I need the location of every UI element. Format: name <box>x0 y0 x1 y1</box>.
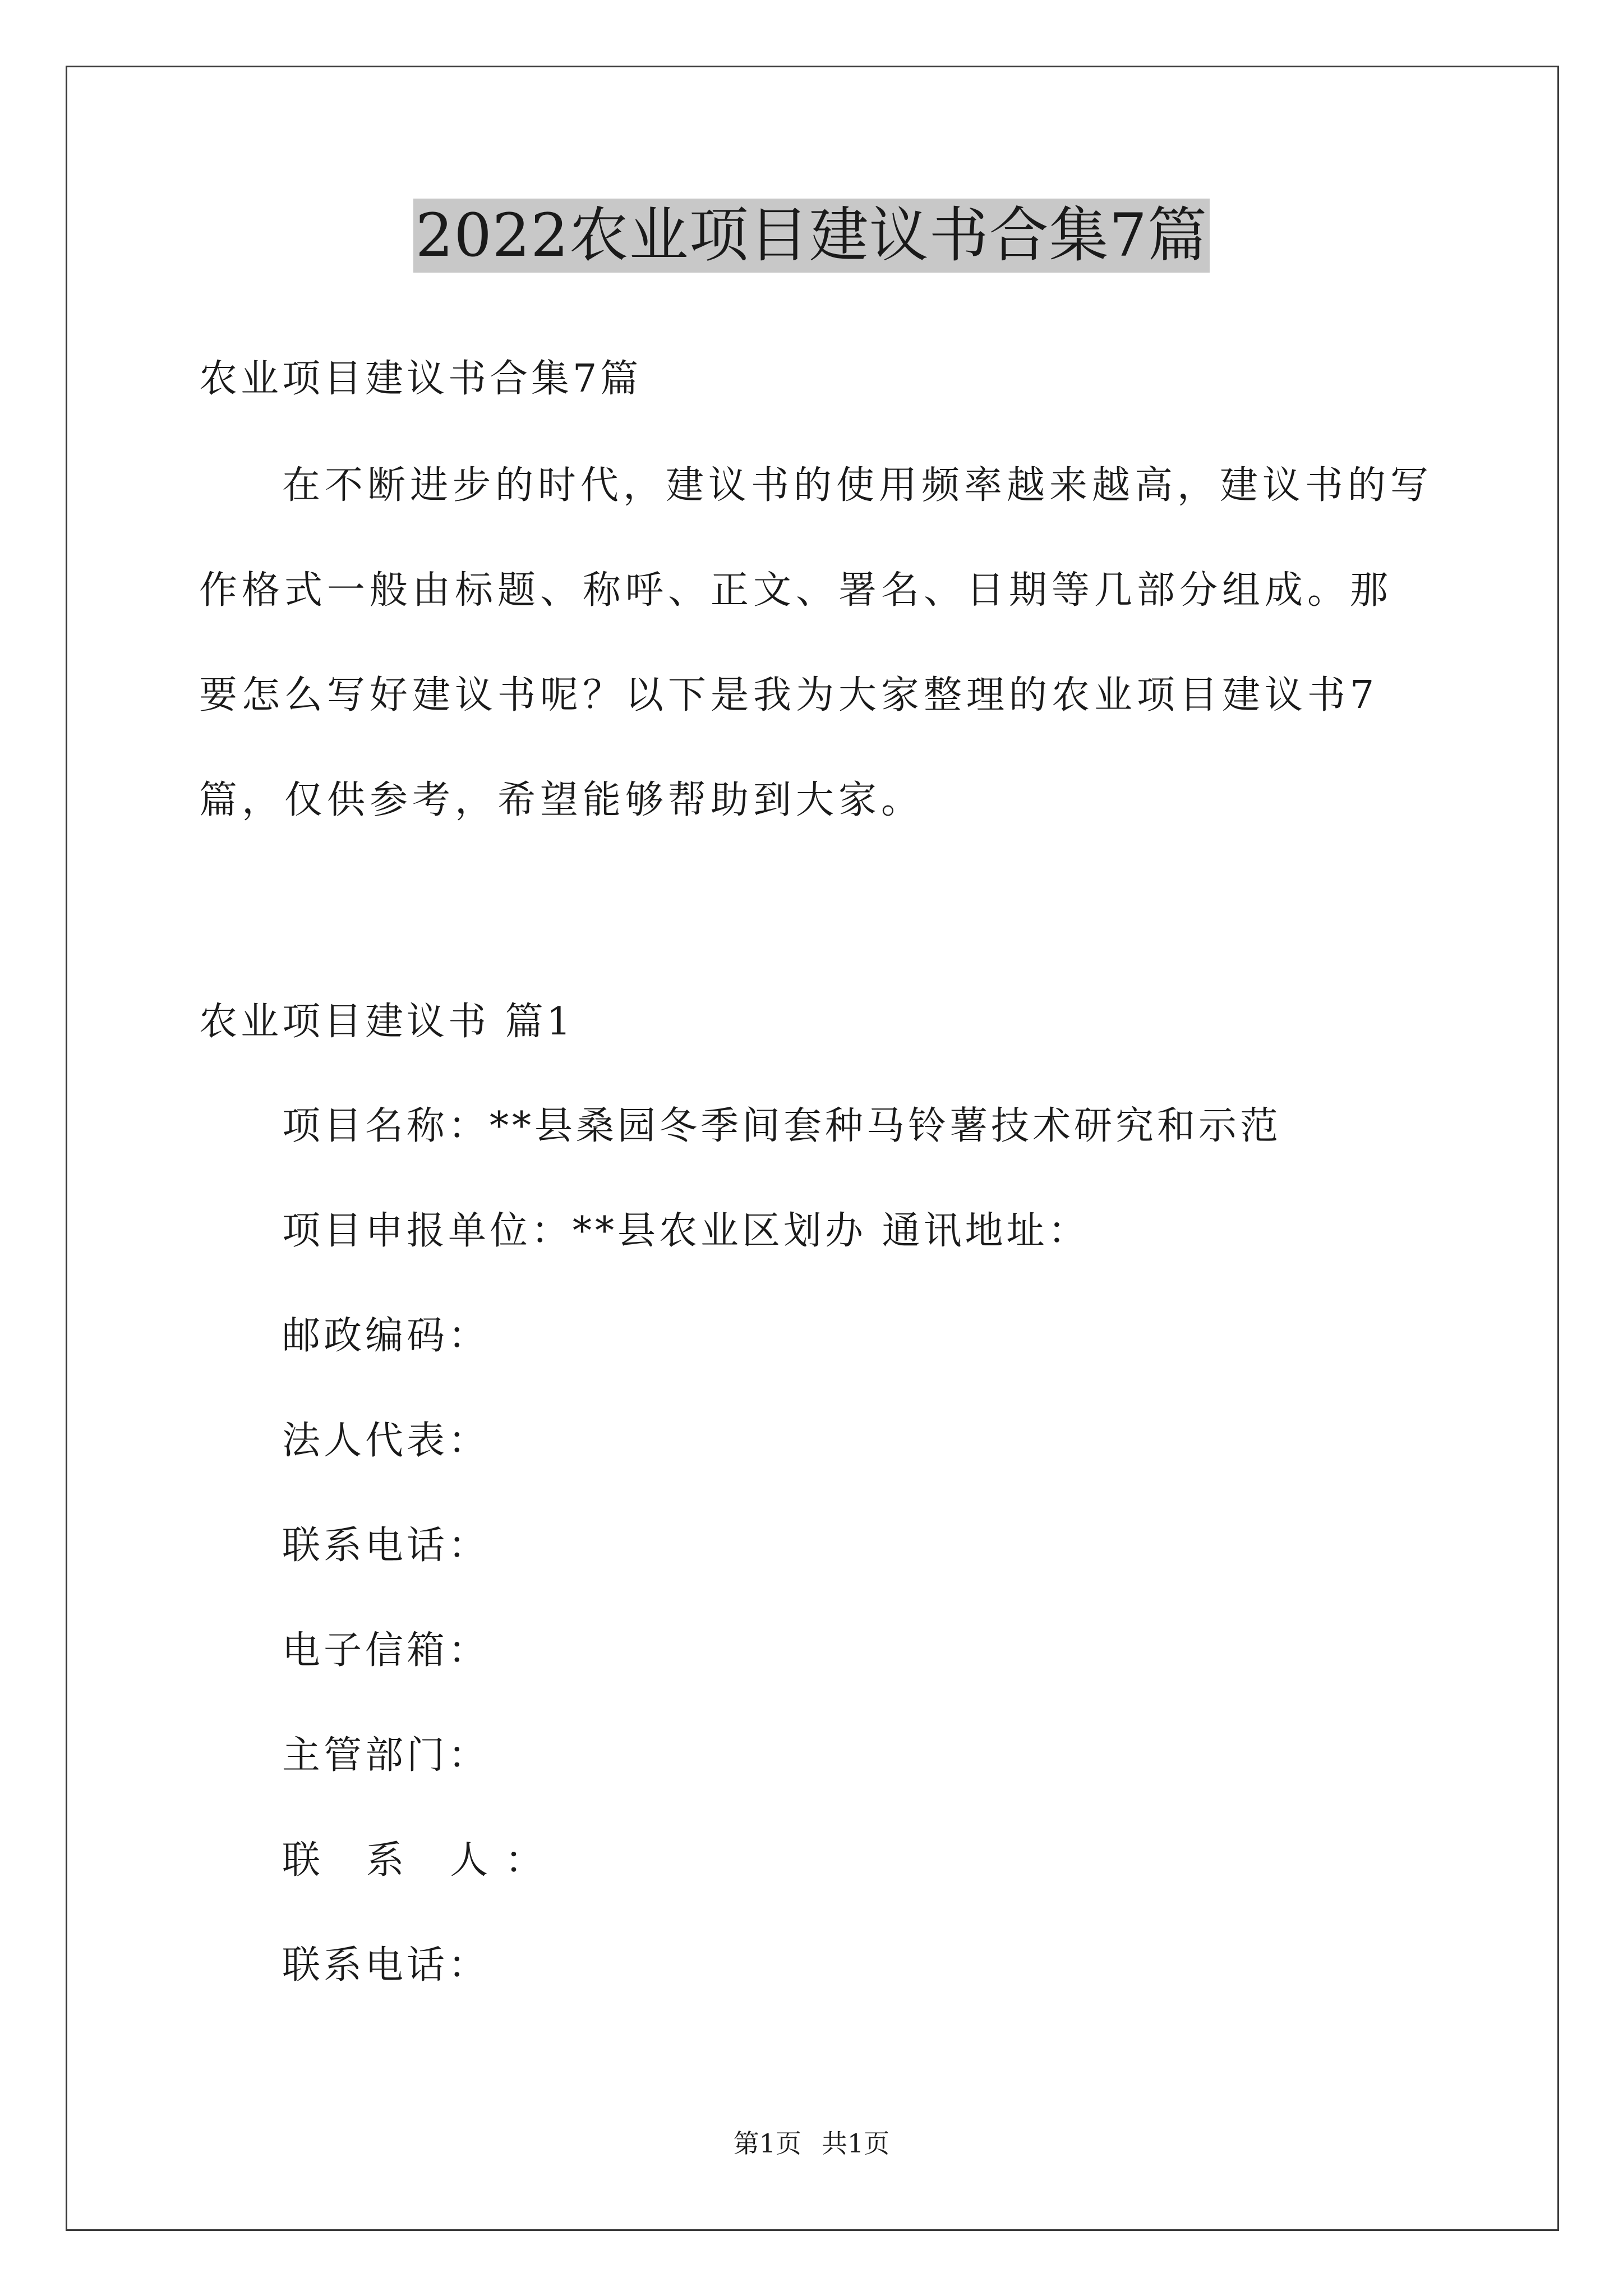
field-phone: 联系电话： <box>282 1524 490 1568</box>
field-legal-representative: 法人代表： <box>282 1419 490 1463</box>
page-footer <box>0 2128 1623 2159</box>
page-total: 共1页 <box>822 2128 890 2159</box>
document-title: 2022农业项目建议书合集7篇 <box>413 199 1210 273</box>
field-contact-person: 联 系 人： <box>282 1838 560 1883</box>
section-heading: 农业项目建议书 篇1 <box>199 1000 574 1044</box>
field-applicant-unit: 项目申报单位：**县农业区划办 通讯地址： <box>282 1209 1090 1253</box>
document-subtitle: 农业项目建议书合集7篇 <box>199 357 642 401</box>
field-department: 主管部门： <box>282 1733 490 1778</box>
page-number: 第1页 <box>733 2128 801 2159</box>
title-container <box>0 199 1623 273</box>
intro-paragraph: 在不断进步的时代，建议书的使用频率越来越高，建议书的写作格式一般由标题、称呼、正文、署名、日期等几部分组成。那要怎么写好建议书呢？以下是我为大家整理的农业项目建议书7篇，仅供参考，希望能够帮助到大家。 <box>199 463 1433 822</box>
field-postal-code: 邮政编码： <box>282 1314 490 1358</box>
field-contact-phone: 联系电话： <box>282 1943 490 1987</box>
field-project-name: 项目名称：**县桑园冬季间套种马铃薯技术研究和示范 <box>282 1104 1282 1148</box>
field-email: 电子信箱： <box>282 1628 490 1673</box>
